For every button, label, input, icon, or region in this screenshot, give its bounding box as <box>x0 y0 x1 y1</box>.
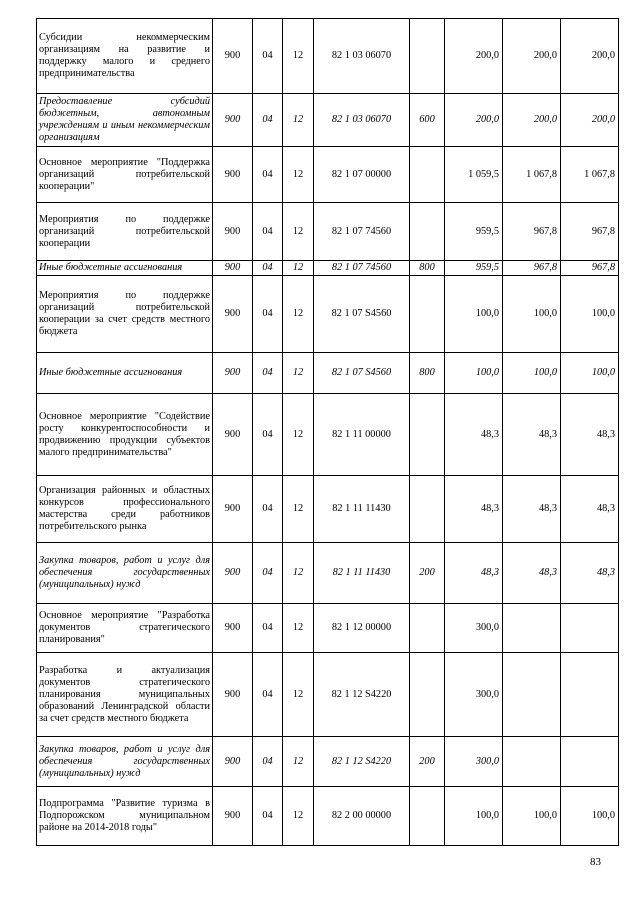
admin-code: 900 <box>213 394 253 476</box>
table-row <box>37 543 619 604</box>
section-code: 04 <box>253 604 283 653</box>
amount-2019: 48,3 <box>561 476 619 543</box>
row-name: Основное мероприятие "Поддержка организаций потребительской кооперации" <box>37 147 213 203</box>
row-name: Разработка и актуализация документов стратегического планирования муниципальных образований Ленинградской области за счет средств местного бюджета <box>37 653 213 737</box>
admin-code: 900 <box>213 203 253 261</box>
table-row <box>37 394 619 476</box>
section-code: 04 <box>253 476 283 543</box>
table-row <box>37 94 619 147</box>
amount-2018: 48,3 <box>503 543 561 604</box>
section-code: 04 <box>253 737 283 787</box>
row-name: Мероприятия по поддержке организаций потребительской кооперации <box>37 203 213 261</box>
amount-2018: 100,0 <box>503 353 561 394</box>
amount-2018: 48,3 <box>503 394 561 476</box>
row-name: Организация районных и областных конкурсов профессионального мастерства среди работников потребительского рынка <box>37 476 213 543</box>
table-row <box>37 276 619 353</box>
amount-2019: 200,0 <box>561 94 619 147</box>
amount-2018: 967,8 <box>503 203 561 261</box>
amount-2017: 48,3 <box>445 394 503 476</box>
expense-kind: 600 <box>410 94 445 147</box>
subsection-code: 12 <box>283 261 314 276</box>
subsection-code: 12 <box>283 787 314 846</box>
expense-kind <box>410 476 445 543</box>
section-code: 04 <box>253 147 283 203</box>
amount-2017: 959,5 <box>445 203 503 261</box>
admin-code: 900 <box>213 653 253 737</box>
row-name: Мероприятия по поддержке организаций потребительской кооперации за счет средств местного бюджета <box>37 276 213 353</box>
amount-2019 <box>561 737 619 787</box>
expense-kind <box>410 653 445 737</box>
expense-kind: 200 <box>410 543 445 604</box>
admin-code: 900 <box>213 147 253 203</box>
admin-code: 900 <box>213 476 253 543</box>
target-article: 82 1 12 S4220 <box>314 737 410 787</box>
section-code: 04 <box>253 353 283 394</box>
subsection-code: 12 <box>283 653 314 737</box>
section-code: 04 <box>253 19 283 94</box>
target-article: 82 1 12 00000 <box>314 604 410 653</box>
section-code: 04 <box>253 394 283 476</box>
subsection-code: 12 <box>283 203 314 261</box>
admin-code: 900 <box>213 261 253 276</box>
subsection-code: 12 <box>283 353 314 394</box>
table-row <box>37 476 619 543</box>
table-row <box>37 787 619 846</box>
amount-2019: 100,0 <box>561 276 619 353</box>
expense-kind <box>410 147 445 203</box>
amount-2017: 200,0 <box>445 19 503 94</box>
table-row <box>37 653 619 737</box>
row-name: Закупка товаров, работ и услуг для обеспечения государственных (муниципальных) нужд <box>37 737 213 787</box>
amount-2019 <box>561 604 619 653</box>
section-code: 04 <box>253 543 283 604</box>
expense-kind <box>410 787 445 846</box>
amount-2019: 200,0 <box>561 19 619 94</box>
section-code: 04 <box>253 787 283 846</box>
amount-2017: 300,0 <box>445 604 503 653</box>
section-code: 04 <box>253 203 283 261</box>
subsection-code: 12 <box>283 19 314 94</box>
row-name: Иные бюджетные ассигнования <box>37 261 213 276</box>
budget-table <box>36 18 619 846</box>
amount-2019: 967,8 <box>561 261 619 276</box>
amount-2019: 48,3 <box>561 543 619 604</box>
section-code: 04 <box>253 276 283 353</box>
section-code: 04 <box>253 261 283 276</box>
target-article: 82 2 00 00000 <box>314 787 410 846</box>
subsection-code: 12 <box>283 276 314 353</box>
table-row <box>37 203 619 261</box>
table-row <box>37 147 619 203</box>
amount-2018: 200,0 <box>503 94 561 147</box>
expense-kind <box>410 203 445 261</box>
target-article: 82 1 11 11430 <box>314 543 410 604</box>
subsection-code: 12 <box>283 604 314 653</box>
target-article: 82 1 03 06070 <box>314 19 410 94</box>
table-row <box>37 353 619 394</box>
row-name: Закупка товаров, работ и услуг для обеспечения государственных (муниципальных) нужд <box>37 543 213 604</box>
target-article: 82 1 07 S4560 <box>314 353 410 394</box>
expense-kind <box>410 394 445 476</box>
admin-code: 900 <box>213 543 253 604</box>
subsection-code: 12 <box>283 147 314 203</box>
expense-kind: 800 <box>410 353 445 394</box>
row-name: Иные бюджетные ассигнования <box>37 353 213 394</box>
amount-2019: 967,8 <box>561 203 619 261</box>
expense-kind <box>410 19 445 94</box>
amount-2018: 967,8 <box>503 261 561 276</box>
page-number: 83 <box>590 856 601 868</box>
amount-2017: 100,0 <box>445 353 503 394</box>
row-name: Субсидии некоммерческим организациям на развитие и поддержку малого и среднего предпринимательства <box>37 19 213 94</box>
row-name: Предоставление субсидий бюджетным, автономным учреждениям и иным некоммерческим организациям <box>37 94 213 147</box>
amount-2018: 48,3 <box>503 476 561 543</box>
amount-2018 <box>503 604 561 653</box>
expense-kind: 200 <box>410 737 445 787</box>
amount-2018: 200,0 <box>503 19 561 94</box>
table-row <box>37 604 619 653</box>
target-article: 82 1 07 S4560 <box>314 276 410 353</box>
target-article: 82 1 12 S4220 <box>314 653 410 737</box>
amount-2017: 300,0 <box>445 737 503 787</box>
amount-2017: 1 059,5 <box>445 147 503 203</box>
admin-code: 900 <box>213 737 253 787</box>
target-article: 82 1 11 11430 <box>314 476 410 543</box>
target-article: 82 1 07 74560 <box>314 203 410 261</box>
amount-2017: 959,5 <box>445 261 503 276</box>
target-article: 82 1 07 00000 <box>314 147 410 203</box>
amount-2019: 100,0 <box>561 787 619 846</box>
amount-2018 <box>503 737 561 787</box>
amount-2018 <box>503 653 561 737</box>
table-row <box>37 261 619 276</box>
target-article: 82 1 03 06070 <box>314 94 410 147</box>
amount-2017: 200,0 <box>445 94 503 147</box>
amount-2019: 1 067,8 <box>561 147 619 203</box>
table-row <box>37 19 619 94</box>
amount-2019: 100,0 <box>561 353 619 394</box>
amount-2017: 48,3 <box>445 543 503 604</box>
amount-2018: 100,0 <box>503 276 561 353</box>
amount-2019: 48,3 <box>561 394 619 476</box>
target-article: 82 1 07 74560 <box>314 261 410 276</box>
admin-code: 900 <box>213 19 253 94</box>
row-name: Основное мероприятие "Содействие росту конкурентоспособности и продвижению продукции субъектов малого предпринимательства" <box>37 394 213 476</box>
amount-2017: 300,0 <box>445 653 503 737</box>
subsection-code: 12 <box>283 543 314 604</box>
expense-kind <box>410 276 445 353</box>
amount-2017: 100,0 <box>445 276 503 353</box>
amount-2017: 100,0 <box>445 787 503 846</box>
row-name: Подпрограмма "Развитие туризма в Подпорожском муниципальном районе на 2014-2018 годы" <box>37 787 213 846</box>
expense-kind <box>410 604 445 653</box>
expense-kind: 800 <box>410 261 445 276</box>
amount-2017: 48,3 <box>445 476 503 543</box>
amount-2019 <box>561 653 619 737</box>
row-name: Основное мероприятие "Разработка документов стратегического планирования" <box>37 604 213 653</box>
amount-2018: 1 067,8 <box>503 147 561 203</box>
subsection-code: 12 <box>283 737 314 787</box>
admin-code: 900 <box>213 787 253 846</box>
admin-code: 900 <box>213 276 253 353</box>
section-code: 04 <box>253 94 283 147</box>
target-article: 82 1 11 00000 <box>314 394 410 476</box>
admin-code: 900 <box>213 353 253 394</box>
table-row <box>37 737 619 787</box>
subsection-code: 12 <box>283 94 314 147</box>
subsection-code: 12 <box>283 394 314 476</box>
section-code: 04 <box>253 653 283 737</box>
amount-2018: 100,0 <box>503 787 561 846</box>
subsection-code: 12 <box>283 476 314 543</box>
admin-code: 900 <box>213 94 253 147</box>
admin-code: 900 <box>213 604 253 653</box>
